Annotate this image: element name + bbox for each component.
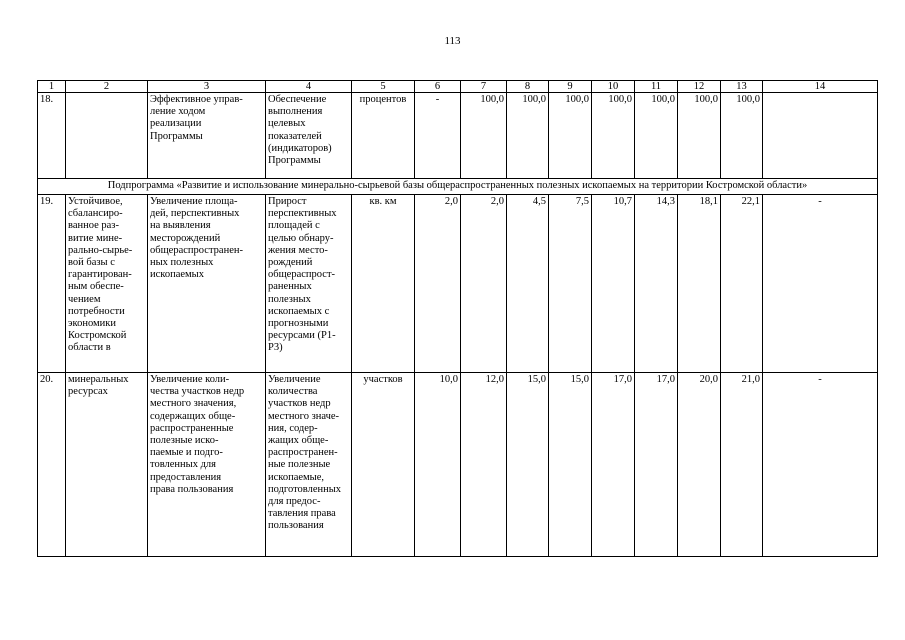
row-number: 19. [38,195,66,373]
note-cell: - [763,195,878,373]
table-row-19 [38,195,878,373]
header-cell: 2 [66,81,148,93]
value-cell: 17,0 [592,373,635,557]
header-cell: 10 [592,81,635,93]
value-cell: 10,0 [415,373,461,557]
header-cell: 4 [266,81,352,93]
value-cell: 15,0 [507,373,549,557]
value-cell: 17,0 [635,373,678,557]
measure-cell: Увеличение коли- чества участков недр местного значения, содержащих обще- распространенные полезные иско- паемые и подго- товленных для предоставления права пользования [148,373,266,557]
note-cell: - [763,373,878,557]
value-cell: - [415,93,461,179]
value-cell: 18,1 [678,195,721,373]
header-cell: 14 [763,81,878,93]
value-cell: 100,0 [592,93,635,179]
value-cell: 15,0 [549,373,592,557]
header-cell: 13 [721,81,763,93]
value-cell: 2,0 [415,195,461,373]
unit-cell: кв. км [352,195,415,373]
header-cell: 8 [507,81,549,93]
value-cell: 100,0 [549,93,592,179]
header-cell: 1 [38,81,66,93]
table-row-18 [38,93,878,179]
value-cell: 14,3 [635,195,678,373]
value-cell: 100,0 [461,93,507,179]
task-cell: минеральных ресурсах [66,373,148,557]
table-row-20 [38,373,878,557]
header-cell: 3 [148,81,266,93]
value-cell: 7,5 [549,195,592,373]
indicator-cell: Увеличение количества участков недр местного значе- ния, содер- жащих обще- распространен- ные полезные ископаемые, подготовленных для предос- тавления права пользования [266,373,352,557]
program-indicators-table [37,80,878,557]
row-number: 20. [38,373,66,557]
page-number: 113 [444,35,461,47]
value-cell: 100,0 [678,93,721,179]
unit-cell: участков [352,373,415,557]
value-cell: 10,7 [592,195,635,373]
task-cell: Устойчивое, сбалансиро- ванное раз- витие мине- рально-сырье- вой базы с гарантирован- ным обеспе- чением потребности экономики Костромской области в [66,195,148,373]
header-cell: 12 [678,81,721,93]
subprogram-row [38,179,878,195]
table-header-row [38,81,878,93]
subprogram-title: Подпрограмма «Развитие и использование минерально-сырьевой базы общераспространенных полезных ископаемых на территории Костромской области» [38,179,878,195]
value-cell: 100,0 [721,93,763,179]
value-cell: 4,5 [507,195,549,373]
value-cell: 21,0 [721,373,763,557]
header-cell: 7 [461,81,507,93]
value-cell: 2,0 [461,195,507,373]
header-cell: 11 [635,81,678,93]
value-cell: 100,0 [635,93,678,179]
value-cell: 100,0 [507,93,549,179]
task-cell [66,93,148,179]
header-cell: 9 [549,81,592,93]
indicator-cell: Прирост перспективных площадей с целью обнару- жения место- рождений общераспрост- раненных полезных ископаемых с прогнозными ресурсами (P1- P3) [266,195,352,373]
note-cell [763,93,878,179]
indicator-cell: Обеспечение выполнения целевых показателей (индикаторов) Программы [266,93,352,179]
header-cell: 6 [415,81,461,93]
value-cell: 20,0 [678,373,721,557]
unit-cell: процентов [352,93,415,179]
value-cell: 12,0 [461,373,507,557]
header-cell: 5 [352,81,415,93]
measure-cell: Увеличение площа- дей, перспективных на выявления месторождений общераспространен- ных полезных ископаемых [148,195,266,373]
measure-cell: Эффективное управ- ление ходом реализации Программы [148,93,266,179]
value-cell: 22,1 [721,195,763,373]
row-number: 18. [38,93,66,179]
